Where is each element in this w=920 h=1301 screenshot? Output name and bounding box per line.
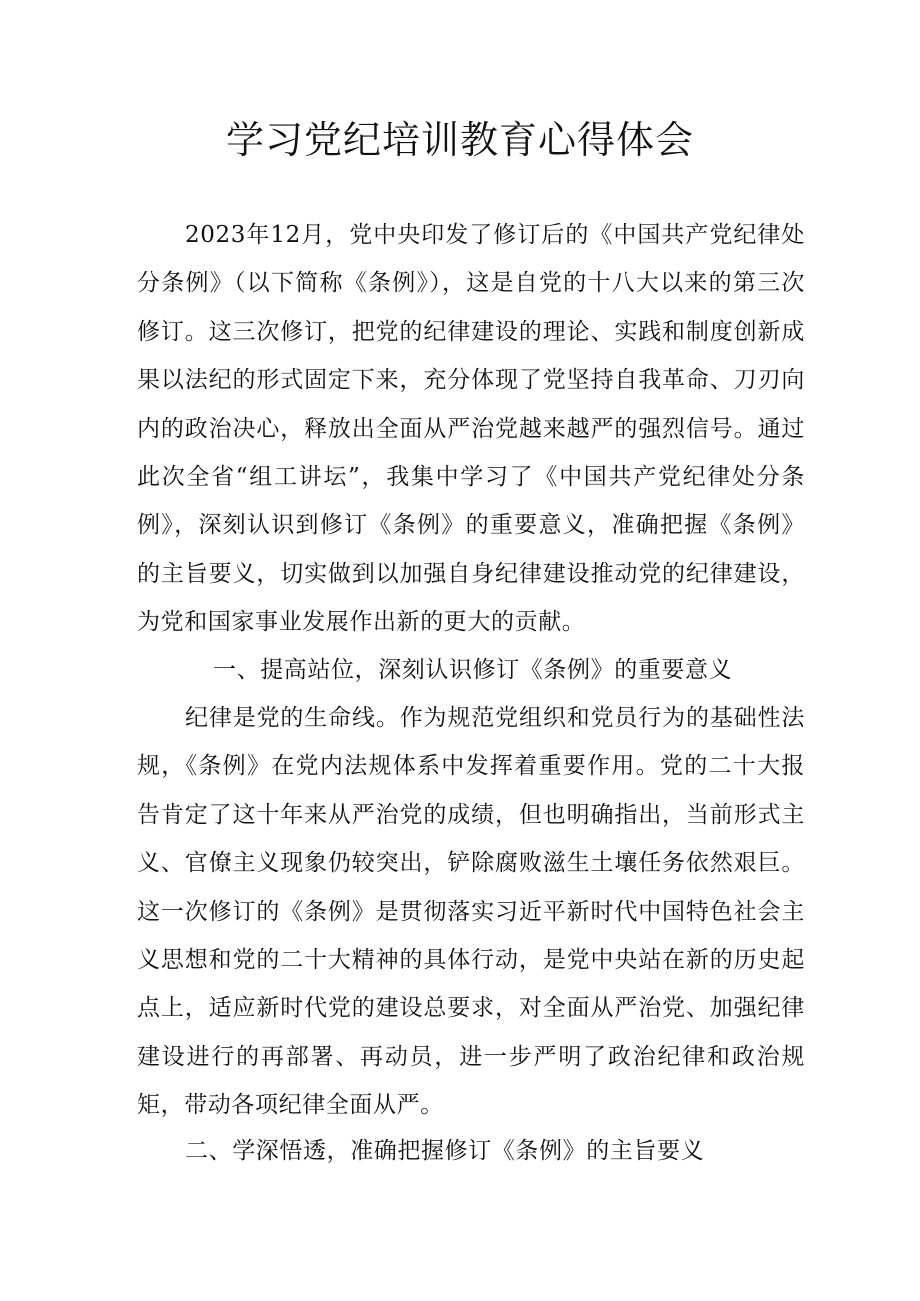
paragraph-intro: 2023年12月，党中央印发了修订后的《中国共产党纪律处分条例》（以下简称《条例》），这是自党的十八大以来的第三次修订。这三次修订，把党的纪律建设的理论、实践和制度创新成果以法纪的形式固定下来，充分体现了党坚持自我革命、刀刃向内的政治决心，释放出全面从严治党越来越严的强烈信号。通过此次全省“组工讲坛”，我集中学习了《中国共产党纪律处分条例》，深刻认识到修订《条例》的重要意义，准确把握《条例》的主旨要义，切实做到以加强自身纪律建设推动党的纪律建设，为党和国家事业发展作出新的更大的贡献。: [137, 222, 805, 636]
document-title: 学习党纪培训教育心得体会: [225, 118, 694, 162]
paragraph-section-1: 纪律是党的生命线。作为规范党组织和党员行为的基础性法规，《条例》在党内法规体系中发挥着重要作用。党的二十大报告肯定了这十年来从严治党的成绩，但也明确指出，当前形式主义、官僚主义现象仍较突出，铲除腐败滋生土壤任务依然艰巨。这一次修订的《条例》是贯彻落实习近平新时代中国特色社会主义思想和党的二十大精神的具体行动，是党中央站在新的历史起点上，适应新时代党的建设总要求，对全面从严治党、加强纪律建设进行的再部署、再动员，进一步严明了政治纪律和政治规矩，带动各项纪律全面从严。: [137, 705, 805, 1119]
section-heading-1: 一、提高站位，深刻认识修订《条例》的重要意义: [213, 657, 733, 683]
section-heading-2: 二、学深悟透，准确把握修订《条例》的主旨要义: [185, 1138, 705, 1164]
